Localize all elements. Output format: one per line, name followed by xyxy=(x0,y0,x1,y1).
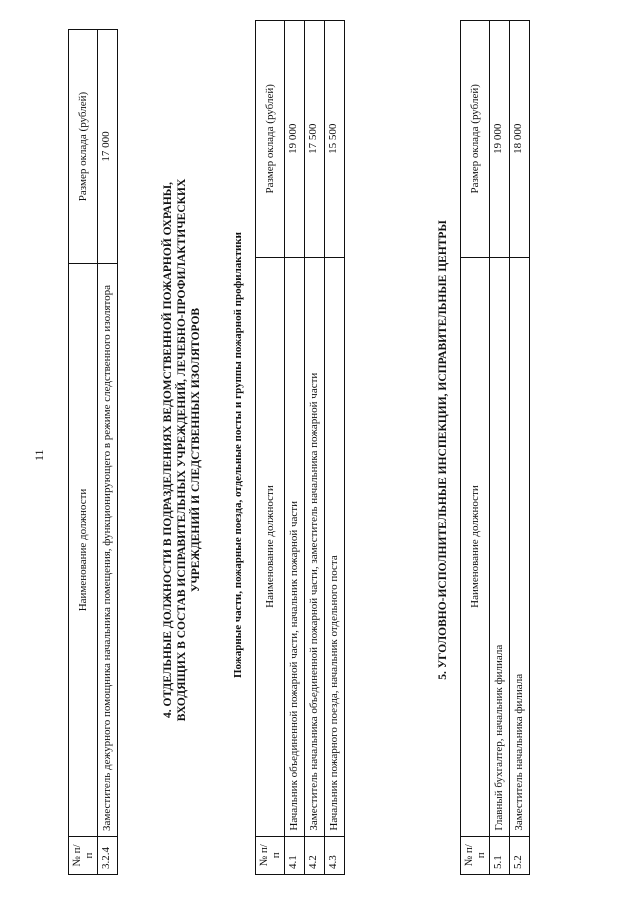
col-header-salary: Размер оклада (рублей) xyxy=(256,21,285,258)
table-row xyxy=(490,21,510,875)
table-section-4 xyxy=(255,20,345,875)
col-header-num: № п/п xyxy=(69,837,98,875)
row-salary: 19 000 xyxy=(285,21,305,258)
col-header-salary: Размер оклада (рублей) xyxy=(69,30,98,264)
table-row xyxy=(324,21,344,875)
row-num: 5.2 xyxy=(509,836,529,874)
table-header-row xyxy=(461,21,490,875)
page-number: 11 xyxy=(32,449,46,461)
row-num: 4.1 xyxy=(285,836,305,874)
section-5-heading: 5. УГОЛОВНО-ИСПОЛНИТЕЛЬНЫЕ ИНСПЕКЦИИ, ИСПРАВИТЕЛЬНЫЕ ЦЕНТРЫ xyxy=(437,220,449,680)
row-salary: 19 000 xyxy=(490,21,510,258)
col-header-num: № п/п xyxy=(256,836,285,874)
table-row xyxy=(285,21,305,875)
section-4-heading: 4. ОТДЕЛЬНЫЕ ДОЛЖНОСТИ В ПОДРАЗДЕЛЕНИЯХ ВЕДОМСТВЕННОЙ ПОЖАРНОЙ ОХРАНЫ, ВХОДЯЩИХ В СОСТАВ ИСПРАВИТЕЛЬНЫХ УЧРЕЖДЕНИЙ, ЛЕЧЕБНО-ПРОФИЛАКТИЧЕСКИХ УЧРЕЖДЕНИЙ И СЛЕДСТВЕННЫХ ИЗОЛЯТОРОВ xyxy=(162,178,202,722)
row-position: Главный бухгалтер, начальник филиала xyxy=(490,257,510,836)
row-position: Заместитель начальника филиала xyxy=(509,257,529,836)
table-header-row xyxy=(256,21,285,875)
section-4-subheading: Пожарные части, пожарные поезда, отдельные посты и группы пожарной профилактики xyxy=(232,231,244,679)
row-position: Начальник объединенной пожарной части, начальник пожарной части xyxy=(285,257,305,836)
table-row xyxy=(509,21,529,875)
row-num: 4.3 xyxy=(324,836,344,874)
table-section-3 xyxy=(68,29,118,875)
col-header-salary: Размер оклада (рублей) xyxy=(461,21,490,258)
col-header-name: Наименование должности xyxy=(461,257,490,836)
row-salary: 17 000 xyxy=(98,30,118,264)
row-salary: 17 500 xyxy=(304,21,324,258)
row-salary: 15 500 xyxy=(324,21,344,258)
table-row xyxy=(98,30,118,875)
col-header-name: Наименование должности xyxy=(256,257,285,836)
table-row xyxy=(304,21,324,875)
table-header-row xyxy=(69,30,98,875)
row-position: Заместитель дежурного помощника начальника помещения, функционирующего в режиме следственного изолятора xyxy=(98,264,118,837)
table-section-5 xyxy=(460,20,530,875)
row-num: 3.2.4 xyxy=(98,837,118,875)
row-salary: 18 000 xyxy=(509,21,529,258)
row-num: 4.2 xyxy=(304,836,324,874)
col-header-num: № п/п xyxy=(461,836,490,874)
row-position: Заместитель начальника объединенной пожарной части, заместитель начальника пожарной части xyxy=(304,257,324,836)
row-num: 5.1 xyxy=(490,836,510,874)
col-header-name: Наименование должности xyxy=(69,264,98,837)
row-position: Начальник пожарного поезда, начальник отдельного поста xyxy=(324,257,344,836)
